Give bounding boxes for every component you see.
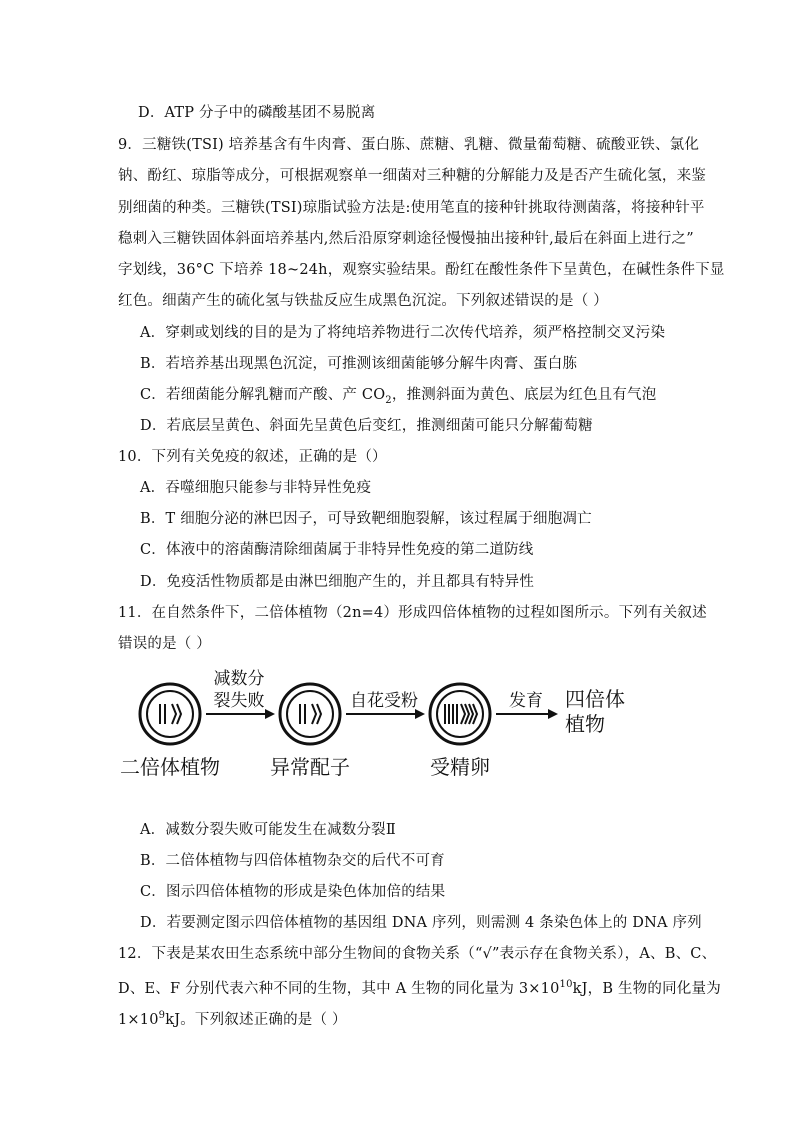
exponent-9: 9 (158, 1010, 166, 1021)
arrow1-label-top: 减数分 (213, 669, 265, 689)
q9-stem-line-4: 稳刺入三糖铁固体斜面培养基内,然后沿原穿刺途径慢慢抽出接种针,最后在斜面上进行之” (118, 231, 694, 247)
q8-option-d: D．ATP 分子中的磷酸基团不易脱离 (138, 105, 376, 121)
q12-stem-line-2: D、E、F 分别代表六种不同的生物，其中 A 生物的同化量为 $3\times 10^{10}kJ$，B 生物的同化量为 (118, 979, 721, 997)
diploid-cell-icon (140, 684, 200, 744)
q10-option-a: A．吞噬细胞只能参与非特异性免疫 (140, 480, 372, 496)
tetraploid-label-line-2: 植物 (565, 712, 605, 736)
diploid-plant-label: 二倍体植物 (120, 755, 220, 779)
q12-stem-line-3: $1\times 10^9kJ$。下列叙述正确的是（ ） (118, 1010, 347, 1028)
q9-stem-line-1: 9．三糖铁(TSI) 培养基含有牛肉膏、蛋白胨、蔗糖、乳糖、微量葡萄糖、硫酸亚铁、氯化 (118, 137, 700, 153)
q9-option-c: C．若细菌能分解乳糖而产酸、产 $CO_2$，推测斜面为黄色、底层为红色且有气泡 (140, 387, 657, 406)
q11-stem-line-2: 错误的是（ ） (118, 636, 212, 652)
q11-option-a: A．减数分裂失败可能发生在减数分裂Ⅱ (140, 822, 396, 838)
abnormal-gamete-label: 异常配子 (270, 755, 350, 779)
abnormal-gamete-icon (280, 684, 340, 744)
q10-option-b: B．T 细胞分泌的淋巴因子，可导致靶细胞裂解，该过程属于细胞凋亡 (140, 511, 592, 527)
q10-option-d: D．免疫活性物质都是由淋巴细胞产生的，并且都具有特异性 (140, 574, 535, 590)
q11-option-b: B．二倍体植物与四倍体植物杂交的后代不可育 (140, 853, 445, 869)
arrow2-label: 自花受粉 (350, 691, 418, 711)
q12-stem-line-1: 12．下表是某农田生态系统中部分生物间的食物关系（“√”表示存在食物关系），A、B、C、 (118, 946, 717, 962)
arrow1-label-bottom: 裂失败 (213, 691, 265, 711)
q11-option-c: C．图示四倍体植物的形成是染色体加倍的结果 (140, 884, 446, 900)
q9-stem-line-5: 字划线，36°C 下培养 18~24h，观察实验结果。酚红在酸性条件下呈黄色，在碱性条件下显 (118, 262, 725, 278)
polyploidy-diagram (118, 668, 638, 786)
arrow3-label: 发育 (509, 691, 543, 711)
co2-subscript: 2 (385, 394, 392, 406)
q9-stem-line-3: 别细菌的种类。三糖铁(TSI)琼脂试验方法是:使用笔直的接种针挑取待测菌落，将接种针平 (118, 200, 705, 216)
tetraploid-label-line-1: 四倍体 (565, 687, 625, 711)
zygote-cell-icon (430, 684, 490, 744)
q10-option-c: C．体液中的溶菌酶清除细菌属于非特异性免疫的第二道防线 (140, 542, 534, 558)
exponent-10: 10 (559, 979, 573, 990)
zygote-label: 受精卵 (430, 755, 490, 779)
q11-stem-line-1: 11．在自然条件下，二倍体植物（2n=4）形成四倍体植物的过程如图所示。下列有关叙述 (118, 605, 707, 621)
q10-stem: 10．下列有关免疫的叙述，正确的是（） (118, 449, 387, 465)
q9-option-b: B．若培养基出现黑色沉淀，可推测该细菌能够分解牛肉膏、蛋白胨 (140, 356, 578, 372)
q9-stem-line-2: 钠、酚红、琼脂等成分，可根据观察单一细菌对三种糖的分解能力及是否产生硫化氢，来鉴 (118, 168, 706, 184)
q11-option-d: D．若要测定图示四倍体植物的基因组 DNA 序列，则需测 4 条染色体上的 DNA 序列 (140, 915, 702, 931)
q9-stem-line-6: 红色。细菌产生的硫化氢与铁盐反应生成黑色沉淀。下列叙述错误的是（ ） (118, 293, 608, 309)
q9-option-d: D．若底层呈黄色、斜面先呈黄色后变红，推测细菌可能只分解葡萄糖 (140, 418, 593, 434)
q9-option-a: A．穿刺或划线的目的是为了将纯培养物进行二次传代培养，须严格控制交叉污染 (140, 325, 666, 341)
